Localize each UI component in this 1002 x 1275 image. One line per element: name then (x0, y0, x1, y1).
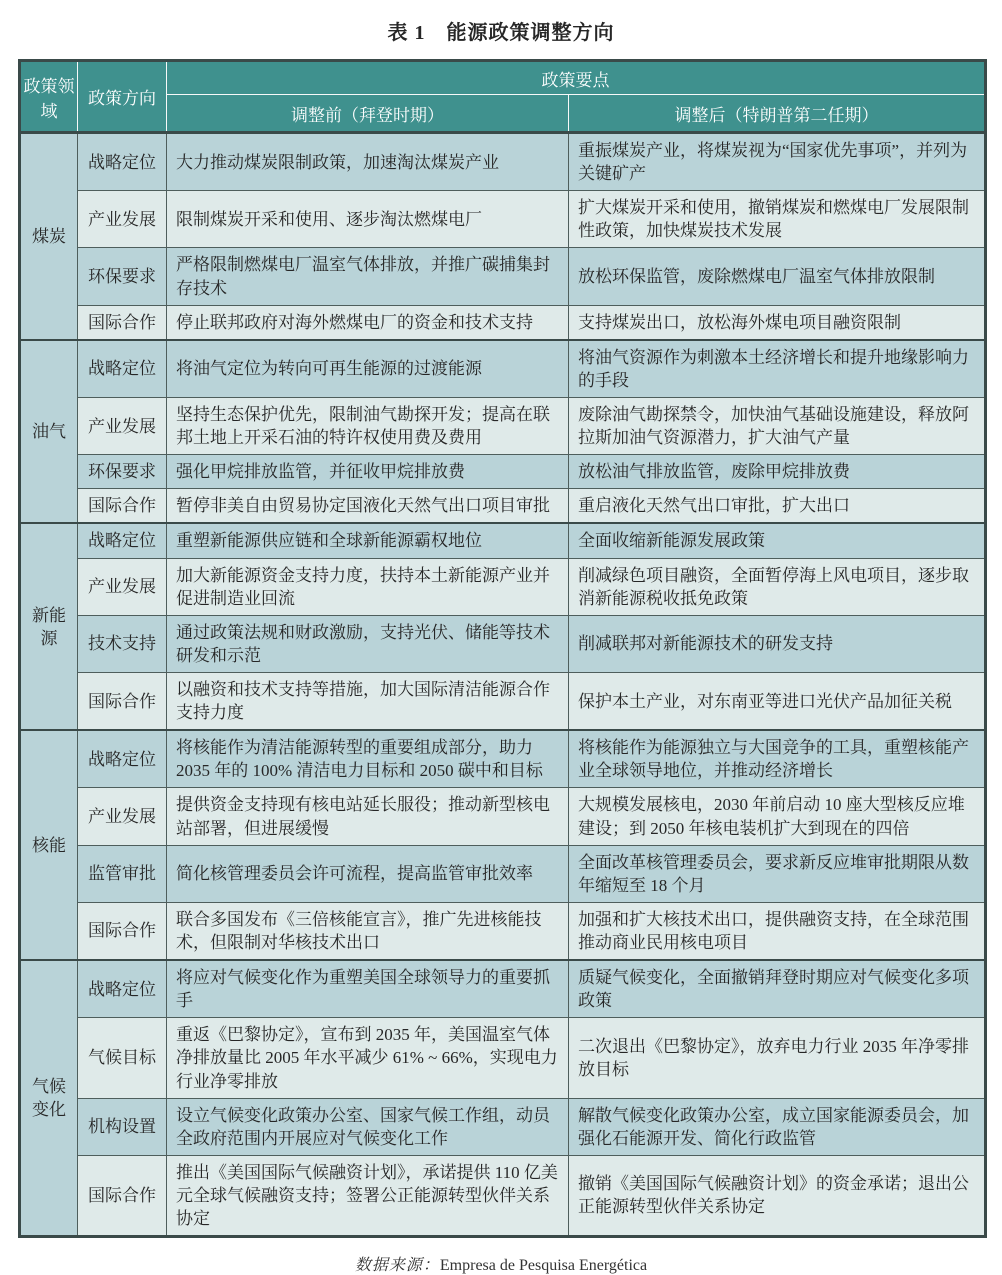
direction-cell: 环保要求 (78, 455, 167, 489)
before-cell: 简化核管理委员会许可流程，提高监管审批效率 (167, 845, 569, 902)
after-cell: 重振煤炭产业，将煤炭视为“国家优先事项”，并列为关键矿产 (569, 133, 986, 191)
before-cell: 将油气定位为转向可再生能源的过渡能源 (167, 340, 569, 398)
direction-cell: 战略定位 (78, 340, 167, 398)
before-cell: 联合多国发布《三倍核能宣言》，推广先进核能技术，但限制对华核技术出口 (167, 902, 569, 960)
before-cell: 坚持生态保护优先，限制油气勘探开发；提高在联邦土地上开采石油的特许权使用费及费用 (167, 397, 569, 454)
group-cell-new-energy: 新能源 (20, 523, 78, 730)
after-cell: 二次退出《巴黎协定》，放弃电力行业 2035 年净零排放目标 (569, 1018, 986, 1098)
header-row-1 (20, 61, 986, 95)
after-cell: 放松环保监管，废除燃煤电厂温室气体排放限制 (569, 248, 986, 305)
header-policy-points: 政策要点 (167, 61, 986, 95)
data-source-value: Empresa de Pesquisa Energética (439, 1257, 648, 1275)
before-cell: 限制煤炭开采和使用、逐步淘汰燃煤电厂 (167, 191, 569, 248)
table-row (20, 845, 986, 902)
table-row (20, 960, 986, 1018)
direction-cell: 产业发展 (78, 558, 167, 615)
table-row (20, 1018, 986, 1098)
before-cell: 提供资金支持现有核电站延长服役；推动新型核电站部署，但进展缓慢 (167, 788, 569, 845)
table-row (20, 340, 986, 398)
after-cell: 撤销《美国国际气候融资计划》的资金承诺；退出公正能源转型伙伴关系协定 (569, 1155, 986, 1236)
before-cell: 加大新能源资金支持力度，扶持本土新能源产业并促进制造业回流 (167, 558, 569, 615)
direction-cell: 机构设置 (78, 1098, 167, 1155)
table-row (20, 558, 986, 615)
direction-cell: 战略定位 (78, 133, 167, 191)
after-cell: 保护本土产业，对东南亚等进口光伏产品加征关税 (569, 672, 986, 730)
header-after-trump: 调整后（特朗普第二任期） (569, 95, 986, 133)
after-cell: 削减绿色项目融资，全面暂停海上风电项目，逐步取消新能源税收抵免政策 (569, 558, 986, 615)
direction-cell: 气候目标 (78, 1018, 167, 1098)
table-row (20, 397, 986, 454)
table-row (20, 730, 986, 788)
after-cell: 重启液化天然气出口审批，扩大出口 (569, 489, 986, 524)
direction-cell: 产业发展 (78, 397, 167, 454)
before-cell: 将核能作为清洁能源转型的重要组成部分，助力 2035 年的 100% 清洁电力目标和 2050 碳中和目标 (167, 730, 569, 788)
after-cell: 废除油气勘探禁令，加快油气基础设施建设，释放阿拉斯加油气资源潜力，扩大油气产量 (569, 397, 986, 454)
after-cell: 将核能作为能源独立与大国竞争的工具，重塑核能产业全球领导地位，并推动经济增长 (569, 730, 986, 788)
direction-cell: 国际合作 (78, 672, 167, 730)
table-row (20, 133, 986, 191)
before-cell: 通过政策法规和财政激励，支持光伏、储能等技术研发和示范 (167, 615, 569, 672)
data-source-line (18, 1252, 984, 1275)
before-cell: 将应对气候变化作为重塑美国全球领导力的重要抓手 (167, 960, 569, 1018)
table-row (20, 672, 986, 730)
direction-cell: 战略定位 (78, 730, 167, 788)
before-cell: 重塑新能源供应链和全球新能源霸权地位 (167, 523, 569, 558)
direction-cell: 国际合作 (78, 489, 167, 524)
table-row (20, 489, 986, 524)
table-header (20, 61, 986, 133)
direction-cell: 产业发展 (78, 191, 167, 248)
before-cell: 以融资和技术支持等措施，加大国际清洁能源合作支持力度 (167, 672, 569, 730)
after-cell: 加强和扩大核技术出口，提供融资支持，在全球范围推动商业民用核电项目 (569, 902, 986, 960)
after-cell: 全面改革核管理委员会，要求新反应堆审批期限从数年缩短至 18 个月 (569, 845, 986, 902)
table-row (20, 248, 986, 305)
before-cell: 大力推动煤炭限制政策，加速淘汰煤炭产业 (167, 133, 569, 191)
table-row (20, 523, 986, 558)
direction-cell: 国际合作 (78, 305, 167, 340)
direction-cell: 国际合作 (78, 1155, 167, 1236)
after-cell: 解散气候变化政策办公室，成立国家能源委员会，加强化石能源开发、简化行政监管 (569, 1098, 986, 1155)
after-cell: 大规模发展核电，2030 年前启动 10 座大型核反应堆建设；到 2050 年核电装机扩大到现在的四倍 (569, 788, 986, 845)
before-cell: 强化甲烷排放监管，并征收甲烷排放费 (167, 455, 569, 489)
after-cell: 扩大煤炭开采和使用，撤销煤炭和燃煤电厂发展限制性政策，加快煤炭技术发展 (569, 191, 986, 248)
table-row (20, 1155, 986, 1236)
direction-cell: 环保要求 (78, 248, 167, 305)
table-row (20, 615, 986, 672)
table-row (20, 1098, 986, 1155)
table-row (20, 455, 986, 489)
after-cell: 削减联邦对新能源技术的研发支持 (569, 615, 986, 672)
direction-cell: 战略定位 (78, 523, 167, 558)
group-cell-coal: 煤炭 (20, 133, 78, 340)
direction-cell: 技术支持 (78, 615, 167, 672)
after-cell: 全面收缩新能源发展政策 (569, 523, 986, 558)
before-cell: 重返《巴黎协定》，宣布到 2035 年，美国温室气体净排放量比 2005 年水平减少 61% ~ 66%，实现电力行业净零排放 (167, 1018, 569, 1098)
table-row (20, 902, 986, 960)
before-cell: 严格限制燃煤电厂温室气体排放，并推广碳捕集封存技术 (167, 248, 569, 305)
after-cell: 质疑气候变化，全面撤销拜登时期应对气候变化多项政策 (569, 960, 986, 1018)
before-cell: 停止联邦政府对海外燃煤电厂的资金和技术支持 (167, 305, 569, 340)
direction-cell: 国际合作 (78, 902, 167, 960)
after-cell: 放松油气排放监管，废除甲烷排放费 (569, 455, 986, 489)
table-title: 表 1 能源政策调整方向 (387, 22, 615, 44)
direction-cell: 监管审批 (78, 845, 167, 902)
direction-cell: 战略定位 (78, 960, 167, 1018)
header-before-biden: 调整前（拜登时期） (167, 95, 569, 133)
before-cell: 暂停非美自由贸易协定国液化天然气出口项目审批 (167, 489, 569, 524)
after-cell: 支持煤炭出口，放松海外煤电项目融资限制 (569, 305, 986, 340)
before-cell: 设立气候变化政策办公室、国家气候工作组，动员全政府范围内开展应对气候变化工作 (167, 1098, 569, 1155)
group-cell-oil-gas: 油气 (20, 340, 78, 524)
group-cell-climate: 气候变化 (20, 960, 78, 1237)
before-cell: 推出《美国国际气候融资计划》，承诺提供 110 亿美元全球气候融资支持；签署公正能源转型伙伴关系协定 (167, 1155, 569, 1236)
after-cell: 将油气资源作为刺激本土经济增长和提升地缘影响力的手段 (569, 340, 986, 398)
direction-cell: 产业发展 (78, 788, 167, 845)
header-policy-direction: 政策方向 (78, 61, 167, 133)
data-source-label: 数据来源： (354, 1257, 440, 1275)
table-row (20, 191, 986, 248)
header-policy-field: 政策领域 (20, 61, 78, 133)
group-cell-nuclear: 核能 (20, 730, 78, 960)
table-row (20, 788, 986, 845)
table-row (20, 305, 986, 340)
policy-table (18, 59, 987, 1238)
